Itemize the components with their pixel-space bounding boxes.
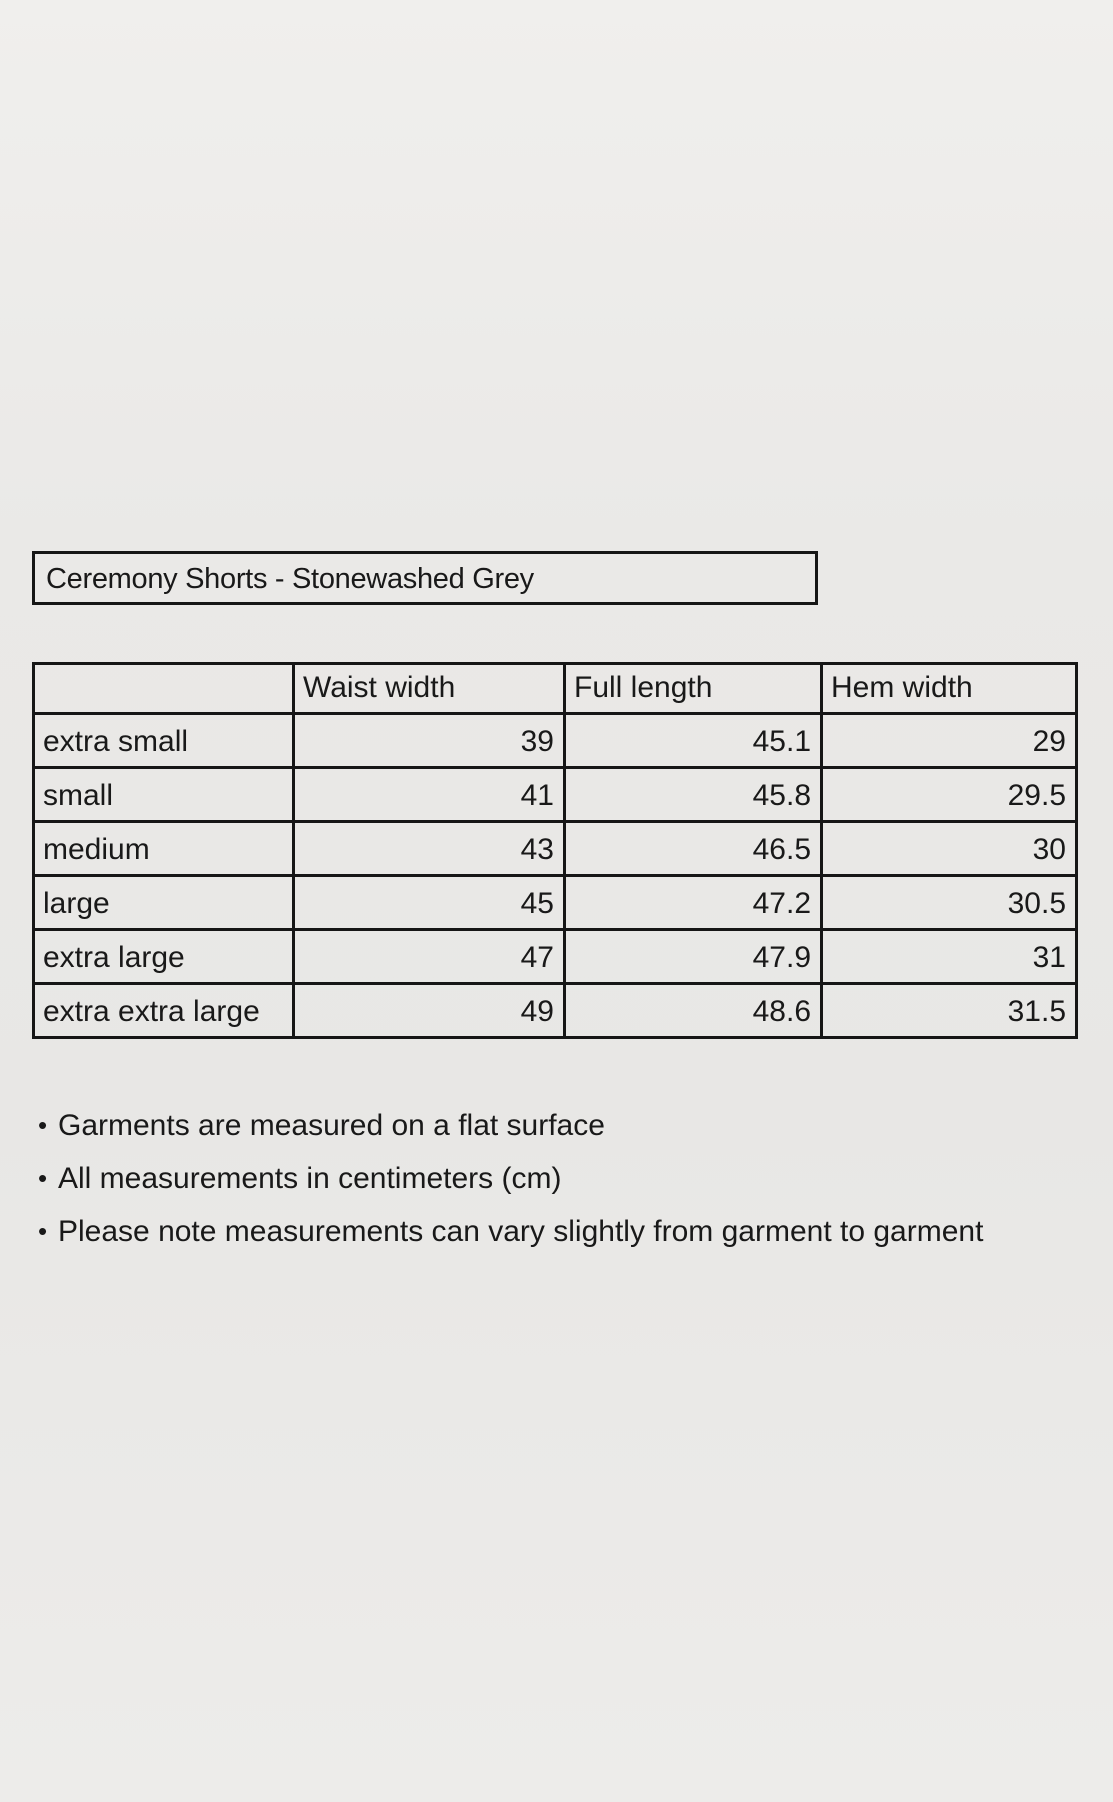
bullet-icon: • — [38, 1163, 48, 1193]
size-label-cell: extra small — [34, 714, 294, 768]
table-row — [34, 930, 1077, 984]
size-label-cell: large — [34, 876, 294, 930]
column-header-hem-width: Hem width — [822, 664, 1077, 714]
note-item — [38, 1205, 983, 1258]
full-length-cell: 48.6 — [565, 984, 822, 1038]
size-label-cell: extra extra large — [34, 984, 294, 1038]
hem-width-cell: 29.5 — [822, 768, 1077, 822]
bullet-icon: • — [38, 1110, 48, 1140]
waist-width-cell: 43 — [294, 822, 565, 876]
waist-width-cell: 49 — [294, 984, 565, 1038]
hem-width-cell: 31.5 — [822, 984, 1077, 1038]
hem-width-cell: 30.5 — [822, 876, 1077, 930]
note-text: Please note measurements can vary slightly from garment to garment — [58, 1214, 984, 1248]
size-table — [32, 662, 1078, 1039]
column-header-size — [34, 664, 294, 714]
hem-width-cell: 30 — [822, 822, 1077, 876]
table-row — [34, 984, 1077, 1038]
full-length-cell: 45.8 — [565, 768, 822, 822]
note-item — [38, 1152, 983, 1205]
waist-width-cell: 39 — [294, 714, 565, 768]
hem-width-cell: 31 — [822, 930, 1077, 984]
notes-list — [38, 1099, 983, 1258]
waist-width-cell: 47 — [294, 930, 565, 984]
full-length-cell: 47.2 — [565, 876, 822, 930]
table-row — [34, 876, 1077, 930]
table-row — [34, 714, 1077, 768]
bullet-icon: • — [38, 1216, 48, 1246]
note-text: Garments are measured on a flat surface — [58, 1108, 605, 1142]
full-length-cell: 46.5 — [565, 822, 822, 876]
size-label-cell: medium — [34, 822, 294, 876]
column-header-full-length: Full length — [565, 664, 822, 714]
table-row — [34, 768, 1077, 822]
full-length-cell: 45.1 — [565, 714, 822, 768]
column-header-waist-width: Waist width — [294, 664, 565, 714]
size-label-cell: extra large — [34, 930, 294, 984]
hem-width-cell: 29 — [822, 714, 1077, 768]
note-item — [38, 1099, 983, 1152]
product-title: Ceremony Shorts - Stonewashed Grey — [46, 562, 534, 595]
note-text: All measurements in centimeters (cm) — [58, 1161, 562, 1195]
full-length-cell: 47.9 — [565, 930, 822, 984]
product-title-box — [32, 551, 818, 605]
waist-width-cell: 45 — [294, 876, 565, 930]
waist-width-cell: 41 — [294, 768, 565, 822]
table-row — [34, 822, 1077, 876]
size-label-cell: small — [34, 768, 294, 822]
header-row — [34, 664, 1077, 714]
